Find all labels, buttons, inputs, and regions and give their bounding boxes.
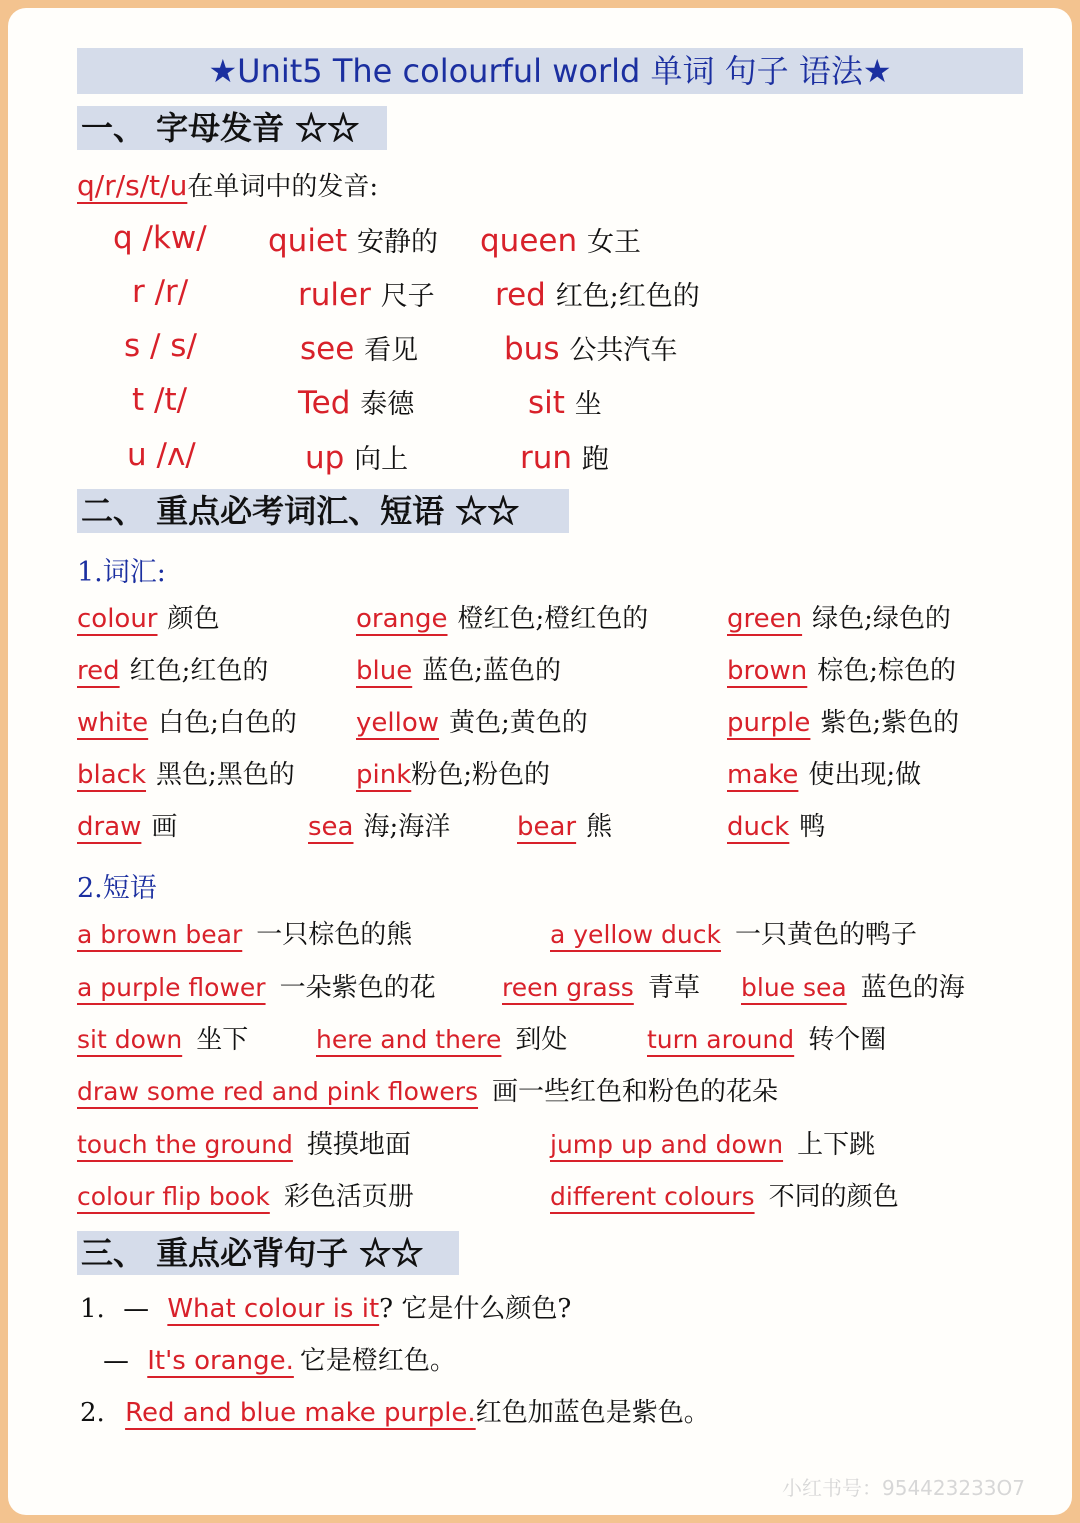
phonics-word: quiet 安静的	[268, 223, 439, 259]
phonics-letter: q /kw/	[113, 220, 207, 256]
section-heading-sentences: 三、 重点必背句子 ☆☆	[77, 1231, 459, 1275]
phrase-item: draw some red and pink flowers 画一些红色和粉色的花朵	[77, 1077, 779, 1107]
phonics-word: sit 坐	[528, 385, 602, 421]
watermark: 小红书号：954423233O7	[782, 1476, 1025, 1500]
phonics-word: queen 女王	[480, 223, 641, 259]
phonics-word: bus 公共汽车	[504, 331, 678, 367]
vocab-item: orange 橙红色;橙红色的	[356, 604, 649, 634]
vocab-item: yellow 黄色;黄色的	[356, 708, 588, 738]
vocab-item: draw 画	[77, 812, 178, 842]
vocab-item: black 黑色;黑色的	[77, 760, 295, 790]
vocab-item: make 使出现;做	[727, 760, 922, 790]
phonics-letter: u /ʌ/	[127, 437, 196, 473]
phonics-word: ruler 尺子	[298, 277, 435, 313]
vocab-item: pink粉色;粉色的	[356, 760, 551, 790]
sentence-2: 2. Red and blue make purple.红色加蓝色是紫色。	[80, 1398, 710, 1428]
vocab-item: purple 紫色;紫色的	[727, 708, 960, 738]
phrase-item: jump up and down 上下跳	[550, 1130, 876, 1160]
phonics-letter: s / s/	[124, 328, 197, 364]
sentence-1-answer: — It's orange. 它是橙红色。	[103, 1346, 456, 1376]
phonics-word: Ted 泰德	[298, 385, 415, 421]
vocab-item: blue 蓝色;蓝色的	[356, 656, 561, 686]
phonics-word: see 看见	[300, 331, 419, 367]
vocab-item: bear 熊	[517, 812, 613, 842]
phonics-letter: t /t/	[132, 382, 188, 418]
phonics-letter: r /r/	[132, 274, 189, 310]
vocab-item: sea 海;海洋	[308, 812, 451, 842]
section-heading-vocabulary: 二、 重点必考词汇、短语 ☆☆	[77, 489, 569, 533]
section-heading-phonics: 一、 字母发音 ☆☆	[77, 106, 387, 150]
phrase-item: blue sea 蓝色的海	[741, 973, 965, 1003]
phonics-intro	[77, 166, 378, 203]
phonics-word: run 跑	[520, 440, 609, 476]
vocab-item: duck 鸭	[727, 812, 826, 842]
intro-letters: q/r/s/t/u	[77, 169, 188, 202]
vocab-item: brown 棕色;棕色的	[727, 656, 957, 686]
vocab-heading: 1.词汇:	[77, 557, 166, 588]
phrase-heading: 2.短语	[77, 873, 157, 904]
phrase-item: sit down 坐下	[77, 1025, 249, 1055]
vocab-item: white 白色;白色的	[77, 708, 297, 738]
phonics-word: red 红色;红色的	[495, 277, 700, 313]
phrase-item: different colours 不同的颜色	[550, 1182, 899, 1212]
phrase-item: colour flip book 彩色活页册	[77, 1182, 414, 1212]
phrase-item: a yellow duck 一只黄色的鸭子	[550, 920, 917, 950]
vocab-item: green 绿色;绿色的	[727, 604, 951, 634]
phonics-word: up 向上	[305, 440, 409, 476]
phrase-item: here and there 到处	[316, 1025, 568, 1055]
phrase-item: a purple flower 一朵紫色的花	[77, 973, 436, 1003]
phrase-item: touch the ground 摸摸地面	[77, 1130, 411, 1160]
phrase-item: a brown bear 一只棕色的熊	[77, 920, 413, 950]
vocab-item: red 红色;红色的	[77, 656, 269, 686]
vocab-item: colour 颜色	[77, 604, 220, 634]
sentence-1: 1. — What colour is it? 它是什么颜色?	[80, 1294, 572, 1324]
page-title: ★Unit5 The colourful world 单词 句子 语法★	[77, 48, 1023, 94]
intro-text: 在单词中的发音:	[187, 172, 379, 202]
phrase-item: reen grass 青草	[502, 973, 700, 1003]
phrase-item: turn around 转个圈	[647, 1025, 887, 1055]
